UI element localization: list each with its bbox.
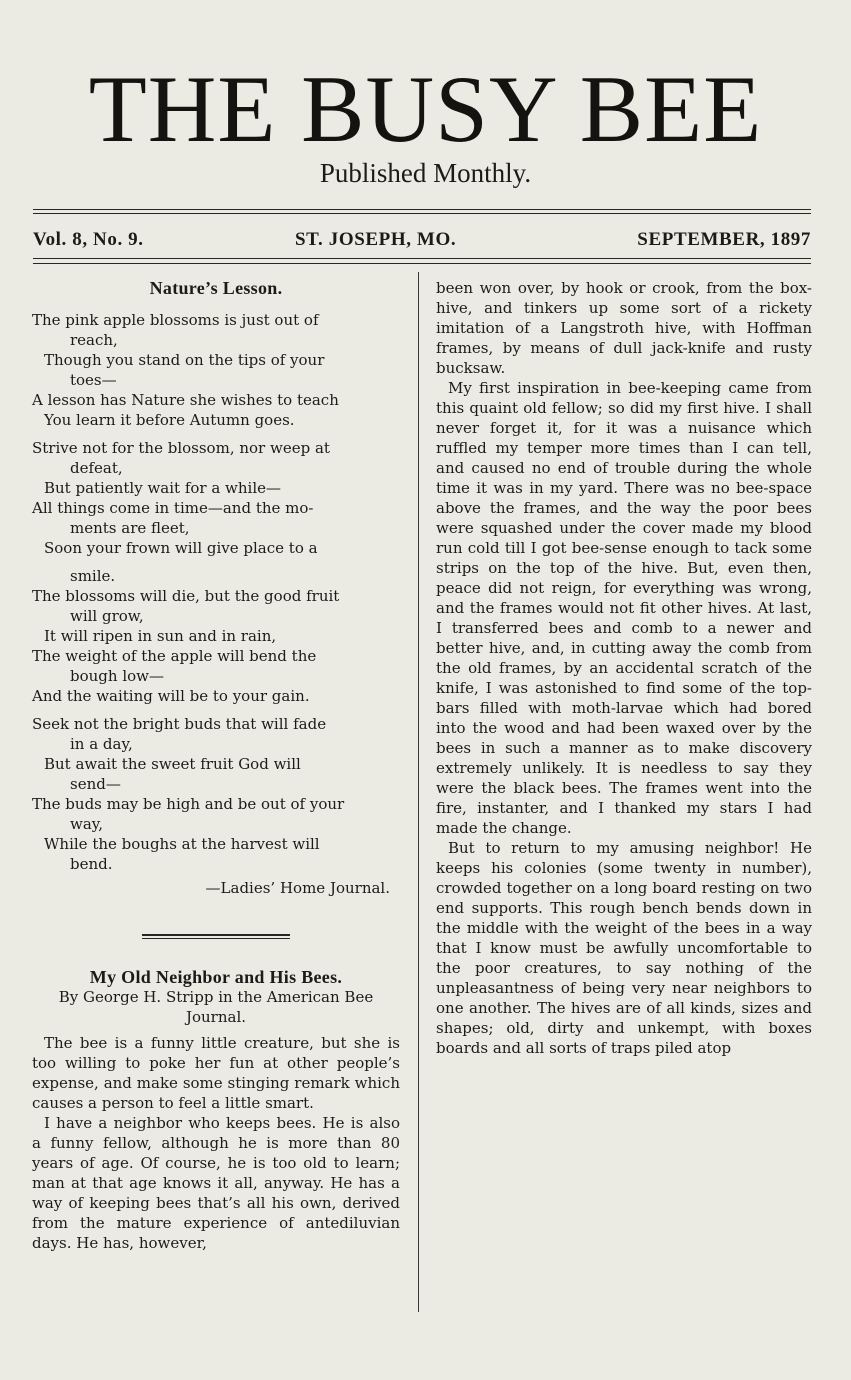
- poem-line: You learn it before Autumn goes.: [44, 411, 295, 429]
- issue-date: SEPTEMBER, 1897: [637, 229, 811, 250]
- poem-line: All things come in time—and the mo-: [32, 499, 314, 517]
- article-paragraph: But to return to my amusing neighbor! He keeps his colonies (some twenty in number), crowded together on a long board resting on two end supports. This rough bench bends down in the middle with the weight of the bees in a way that I know must be awfully uncomfortable to the poor creatures, to say nothing of the unpleasantness of being very near neighbors to one another. The hives are of all kinds, sizes and shapes; old, dirty and unkempt, with boxes boards and all sorts of traps piled atop: [436, 839, 812, 1057]
- poem-line: The weight of the apple will bend the: [32, 647, 317, 665]
- poem-line: While the boughs at the harvest will: [44, 835, 320, 853]
- article-paragraph: I have a neighbor who keeps bees. He is also a funny fellow, although he is more than 80 years of age. Of course, he is too old to learn; man at that age knows it all, anyway. He has a way of keeping bees that’s all his own, derived from the mature experience of antediluvian days. He has, however,: [32, 1114, 400, 1252]
- poem-line: But await the sweet fruit God will: [44, 755, 301, 773]
- left-column: [32, 270, 400, 1253]
- right-column: [436, 270, 812, 1058]
- masthead-subtitle: Published Monthly.: [319, 158, 532, 188]
- poem-line: defeat,: [70, 459, 123, 477]
- poem-line: It will ripen in sun and in rain,: [44, 627, 277, 645]
- article-byline: By George H. Stripp in the American Bee Journal.: [58, 988, 374, 1026]
- poem-title: Nature’s Lesson.: [149, 278, 283, 298]
- poem-line: toes—: [70, 371, 117, 389]
- poem-line: reach,: [70, 331, 118, 349]
- publication-place: ST. JOSEPH, MO.: [295, 229, 457, 250]
- poem-line: The pink apple blossoms is just out of: [32, 311, 319, 329]
- poem-line: bough low—: [70, 667, 164, 685]
- volume-number: Vol. 8, No. 9.: [33, 229, 144, 250]
- masthead-title: THE BUSY BEE: [88, 56, 763, 162]
- dateline-rule-top: [33, 258, 811, 259]
- poem-line: ments are fleet,: [70, 519, 190, 537]
- poem-line: bend.: [70, 855, 113, 873]
- poem-line: But patiently wait for a while—: [44, 479, 282, 497]
- article-title: My Old Neighbor and His Bees.: [89, 967, 343, 987]
- poem-line: The blossoms will die, but the good fruit: [32, 587, 340, 605]
- masthead-rule-bottom: [33, 213, 811, 214]
- poem-line: Strive not for the blossom, nor weep at: [32, 439, 330, 457]
- section-divider: [142, 934, 290, 939]
- poem-body: [32, 310, 400, 874]
- poem-line: smile.: [70, 567, 116, 585]
- column-divider: [418, 272, 419, 1312]
- poem-line: A lesson has Nature she wishes to teach: [32, 391, 339, 409]
- poem-line: in a day,: [70, 735, 133, 753]
- poem-line: Though you stand on the tips of your: [44, 351, 325, 369]
- poem-line: will grow,: [70, 607, 144, 625]
- poem-line: send—: [70, 775, 121, 793]
- article-paragraph: been won over, by hook or crook, from the box-hive, and tinkers up some sort of a rickety imitation of a Langstroth hive, with Hoffman frames, by means of dull jack-knife and rusty bucksaw.: [436, 279, 812, 377]
- masthead-rule-top: [33, 209, 811, 210]
- poem-line: And the waiting will be to your gain.: [32, 687, 310, 705]
- poem-line: Seek not the bright buds that will fade: [32, 715, 327, 733]
- poem-attribution: —Ladies’ Home Journal.: [205, 879, 390, 897]
- poem-line: way,: [70, 815, 104, 833]
- dateline-rule-bottom: [33, 263, 811, 264]
- poem-line: The buds may be high and be out of your: [32, 795, 345, 813]
- poem-line: Soon your frown will give place to a: [44, 539, 318, 557]
- article-paragraph: My first inspiration in bee-keeping came from this quaint old fellow; so did my first hive. I shall never forget it, for it was a nuisance which ruffled my temper more times than I can tell, and caused no end of trouble during the whole time it was in my yard. There was no bee-space above the frames, and the way the poor bees were squashed under the cover made my blood run cold till I got bee-sense enough to tack some strips on the top of the hive. But, even then, peace did not reign, for everything was wrong, and the frames would not fit other hives. At last, I transferred bees and comb to a newer and better hive, and, in cutting away the comb from the old frames, by an accidental scratch of the knife, I was astonished to find some of the top-bars filled with moth-larvae which had bored into the wood and had been waxed over by the bees in such a manner as to make discovery extremely unlikely. It is needless to say they were the black bees. The frames went into the fire, instanter, and I thanked my stars I had made the change.: [436, 379, 812, 837]
- article-paragraph: The bee is a funny little creature, but she is too willing to poke her fun at other people’s expense, and make some stinging remark which causes a person to feel a little smart.: [32, 1034, 400, 1112]
